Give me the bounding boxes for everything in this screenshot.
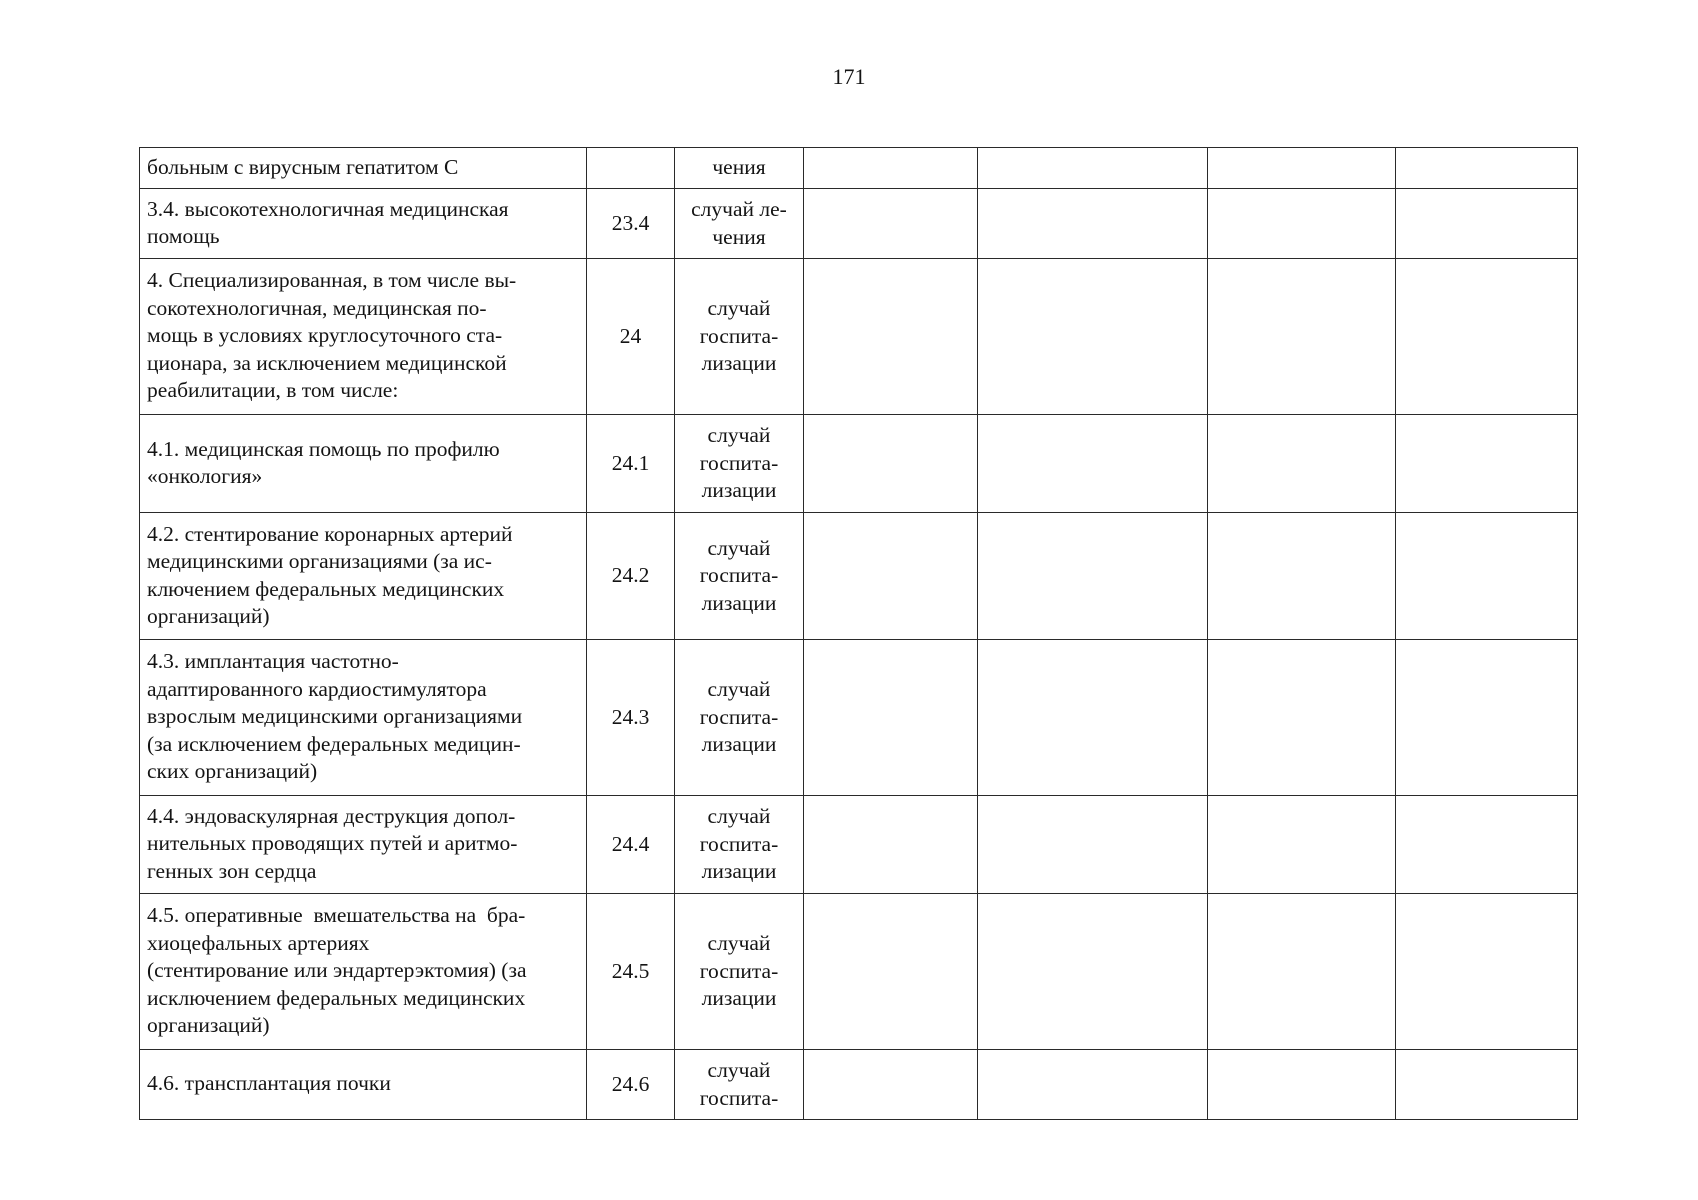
unit-line: лизации xyxy=(701,732,777,757)
row-number-cell: 24.2 xyxy=(587,513,675,640)
value-cell xyxy=(804,513,978,640)
value-cell xyxy=(978,259,1208,415)
indicator-name-line: 3.4. высокотехнологичная медицинская xyxy=(147,196,509,221)
value-cell xyxy=(804,259,978,415)
table-row xyxy=(140,894,1578,1050)
row-number-cell: 24.3 xyxy=(587,640,675,796)
indicator-name-line: взрослым медицинскими организациями xyxy=(147,704,523,729)
value-cell xyxy=(1208,894,1396,1050)
indicator-name-cell xyxy=(140,259,587,415)
indicator-name-line: (за исключением федеральных медицин- xyxy=(147,731,521,756)
value-cell xyxy=(1208,640,1396,796)
indicator-name-cell xyxy=(140,640,587,796)
table-row xyxy=(140,1050,1578,1120)
value-cell xyxy=(804,796,978,894)
indicator-name-line: нительных проводящих путей и аритмо- xyxy=(147,831,518,856)
row-number-cell xyxy=(587,148,675,189)
value-cell xyxy=(978,148,1208,189)
unit-line: случай xyxy=(707,535,771,560)
value-cell xyxy=(1396,894,1578,1050)
unit-line: случай ле- xyxy=(691,197,787,221)
indicator-name-line: генных зон сердца xyxy=(147,858,317,883)
row-number-cell: 23.4 xyxy=(587,189,675,259)
row-number-cell: 24.1 xyxy=(587,415,675,513)
unit-cell xyxy=(675,189,804,259)
value-cell xyxy=(804,1050,978,1120)
unit-line: лизации xyxy=(701,590,777,615)
value-cell xyxy=(1208,1050,1396,1120)
unit-cell xyxy=(675,894,804,1050)
value-cell xyxy=(804,415,978,513)
unit-line: случай xyxy=(707,423,771,448)
indicator-name-line: организаций) xyxy=(147,1013,270,1038)
value-cell xyxy=(978,189,1208,259)
indicator-name-line: (стентирование или эндартерэктомия) (за xyxy=(147,958,527,983)
unit-line: госпита- xyxy=(699,450,779,475)
unit-cell xyxy=(675,1050,804,1120)
indicator-name-cell xyxy=(140,148,587,189)
unit-line: случай xyxy=(707,677,771,702)
value-cell xyxy=(978,796,1208,894)
unit-line: госпита- xyxy=(699,704,779,729)
value-cell xyxy=(1396,1050,1578,1120)
indicator-name-line: «онкология» xyxy=(147,464,263,488)
indicator-name-cell xyxy=(140,1050,587,1120)
unit-cell xyxy=(675,148,804,189)
value-cell xyxy=(1396,259,1578,415)
indicator-name-line: помощь xyxy=(147,224,220,248)
indicator-name-line: сокотехнологичная, медицинская по- xyxy=(147,295,487,320)
unit-line: госпита- xyxy=(699,1085,779,1110)
value-cell xyxy=(804,148,978,189)
table-row xyxy=(140,259,1578,415)
value-cell xyxy=(978,415,1208,513)
indicator-name-line: реабилитации, в том числе: xyxy=(147,378,399,403)
value-cell xyxy=(978,640,1208,796)
value-cell xyxy=(804,894,978,1050)
value-cell xyxy=(1208,513,1396,640)
indicator-name-line: 4.3. имплантация частотно- xyxy=(147,649,399,674)
indicator-name-cell xyxy=(140,415,587,513)
indicator-name-line: ских организаций) xyxy=(147,759,318,784)
indicator-name-line: ционара, за исключением медицинской xyxy=(147,350,507,375)
indicator-name-line: медицинскими организациями (за ис- xyxy=(147,549,492,573)
indicator-name-line: 4.4. эндоваскулярная деструкция допол- xyxy=(147,803,516,828)
unit-cell xyxy=(675,513,804,640)
indicator-name-line: 4. Специализированная, в том числе вы- xyxy=(147,268,517,293)
value-cell xyxy=(804,189,978,259)
value-cell xyxy=(978,1050,1208,1120)
indicator-name-line: хиоцефальных артериях xyxy=(147,930,370,955)
table-row xyxy=(140,415,1578,513)
unit-line: случай xyxy=(707,1058,771,1082)
unit-line: лизации xyxy=(701,478,777,503)
indicator-name-line: 4.5. оперативные вмешательства на бра- xyxy=(147,903,526,928)
unit-cell xyxy=(675,796,804,894)
unit-cell xyxy=(675,259,804,415)
value-cell xyxy=(1208,189,1396,259)
unit-line: случай xyxy=(707,804,771,829)
indicator-name-line: 4.2. стентирование коронарных артерий xyxy=(147,521,513,546)
value-cell xyxy=(1396,796,1578,894)
unit-line: чения xyxy=(712,224,766,249)
page-number: 171 xyxy=(832,64,866,89)
unit-line: чения xyxy=(712,155,766,180)
unit-line: госпита- xyxy=(699,323,779,348)
indicator-name-cell xyxy=(140,894,587,1050)
value-cell xyxy=(1208,259,1396,415)
indicator-name-line: 4.6. трансплантация почки xyxy=(147,1071,391,1096)
value-cell xyxy=(1208,415,1396,513)
value-cell xyxy=(1396,189,1578,259)
indicator-name-cell xyxy=(140,513,587,640)
unit-line: случай xyxy=(707,931,771,956)
volume-table xyxy=(139,147,1578,1120)
row-number-cell: 24 xyxy=(587,259,675,415)
unit-line: госпита- xyxy=(699,563,779,588)
value-cell xyxy=(978,513,1208,640)
table-row xyxy=(140,189,1578,259)
indicator-name-cell xyxy=(140,796,587,894)
value-cell xyxy=(1208,796,1396,894)
row-number-cell: 24.4 xyxy=(587,796,675,894)
value-cell xyxy=(1396,148,1578,189)
indicator-name-cell xyxy=(140,189,587,259)
indicator-name-line: организаций) xyxy=(147,604,270,628)
value-cell xyxy=(978,894,1208,1050)
unit-line: случай xyxy=(707,296,771,321)
unit-line: лизации xyxy=(701,986,777,1011)
indicator-name-line: 4.1. медицинская помощь по профилю xyxy=(147,436,500,461)
table-row xyxy=(140,796,1578,894)
value-cell xyxy=(1396,640,1578,796)
value-cell xyxy=(1208,148,1396,189)
table-row xyxy=(140,148,1578,189)
unit-cell xyxy=(675,415,804,513)
value-cell xyxy=(1396,513,1578,640)
unit-line: лизации xyxy=(701,351,777,376)
row-number-cell: 24.5 xyxy=(587,894,675,1050)
indicator-name-line: исключением федеральных медицинских xyxy=(147,985,526,1010)
indicator-name-line: больным с вирусным гепатитом С xyxy=(147,154,459,179)
unit-cell xyxy=(675,640,804,796)
unit-line: лизации xyxy=(701,859,777,884)
unit-line: госпита- xyxy=(699,831,779,856)
value-cell xyxy=(804,640,978,796)
indicator-name-line: мощь в условиях круглосуточного ста- xyxy=(147,323,503,348)
table-row xyxy=(140,640,1578,796)
row-number-cell: 24.6 xyxy=(587,1050,675,1120)
table-body xyxy=(140,148,1578,1120)
unit-line: госпита- xyxy=(699,958,779,983)
indicator-name-line: ключением федеральных медицинских xyxy=(147,576,505,601)
table-row xyxy=(140,513,1578,640)
value-cell xyxy=(1396,415,1578,513)
indicator-name-line: адаптированного кардиостимулятора xyxy=(147,676,487,701)
